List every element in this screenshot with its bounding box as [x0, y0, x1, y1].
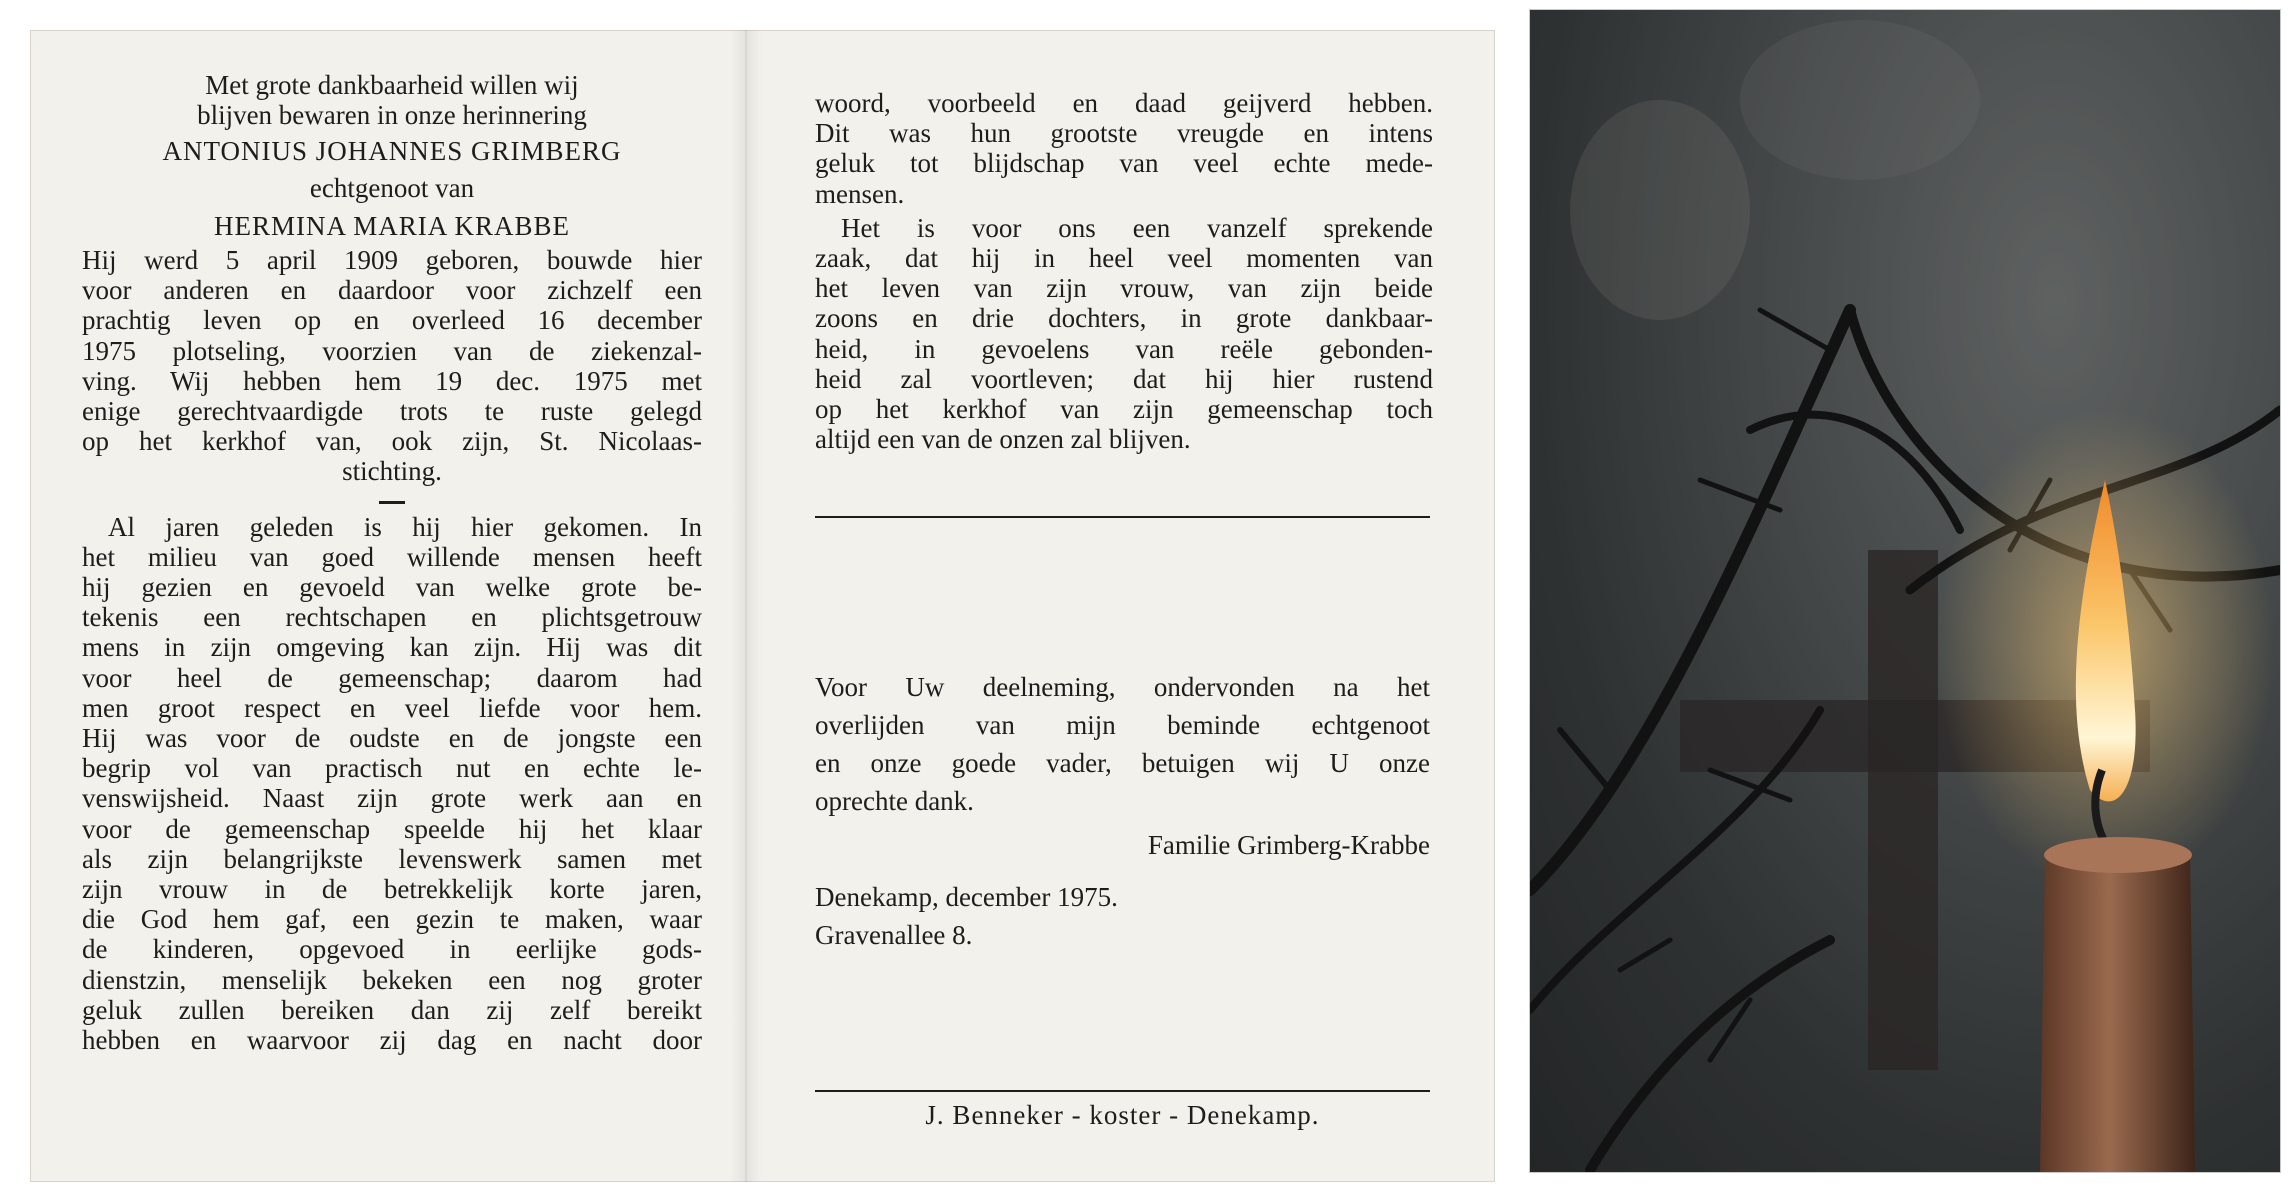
deceased-name: ANTONIUS JOHANNES GRIMBERG [162, 136, 622, 167]
left-page [82, 70, 702, 1055]
candle-scene [1530, 10, 2280, 1172]
closing-line: Het is voor ons een vanzelf sprekende [841, 212, 1433, 243]
right-page [815, 88, 1433, 454]
story-line: venswijsheid. Naast zijn grote werk aan en [82, 783, 702, 814]
story-line: het milieu van goed willende mensen heeft [82, 541, 702, 572]
candle-icon [2040, 839, 2195, 1172]
divider-line [815, 1090, 1430, 1092]
closing-line: heid zal voortleven; dat hij hier rustend [815, 363, 1433, 394]
printer-credit: J. Benneker - koster - Denekamp. [925, 1100, 1320, 1130]
address: Gravenallee 8. [815, 920, 973, 950]
closing-text [815, 213, 1433, 455]
life-story [82, 512, 702, 1056]
bio-line: Hij werd 5 april 1909 geboren, bouwde hier [82, 245, 702, 276]
continued-line: woord, voorbeeld en daad geijverd hebben. [815, 88, 1433, 118]
ack-line: oprechte dank. [815, 786, 974, 816]
intro-line: Met grote dankbaarheid willen wij [205, 70, 579, 100]
story-line: Al jaren geleden is hij hier gekomen. In [108, 511, 702, 542]
ack-line: overlijden van mijn beminde echtgenoot [815, 710, 1430, 740]
continued-text [815, 88, 1433, 209]
ack-line: Voor Uw deelneming, ondervonden na het [815, 672, 1430, 702]
divider-line [815, 516, 1430, 518]
bio-line: ving. Wij hebben hem 19 dec. 1975 met [82, 365, 702, 396]
bio-line: voor anderen en daardoor voor zichzelf een [82, 275, 702, 306]
story-line: men groot respect en veel liefde voor hem. [82, 692, 702, 723]
biography [82, 245, 702, 487]
bio-line: op het kerkhof van, ook zijn, St. Nicolaas- [82, 426, 702, 457]
closing-line: op het kerkhof van zijn gemeenschap toch [815, 394, 1433, 425]
intro-text [82, 70, 702, 130]
card-fold [730, 30, 762, 1182]
bio-line: prachtig leven op en overleed 16 december [82, 305, 702, 336]
story-line: die God hem gaf, een gezin te maken, waar [82, 904, 702, 935]
cross-icon [1868, 550, 1938, 1070]
story-line: voor de gemeenschap speelde hij het klaar [82, 813, 702, 844]
closing-line: zaak, dat hij in heel veel momenten van [815, 243, 1433, 274]
closing-line: heid, in gevoelens van reële gebonden- [815, 333, 1433, 364]
story-line: geluk zullen bereiken dan zij zelf bereikt [82, 994, 702, 1025]
story-line: mens in zijn omgeving kan zijn. Hij was dit [82, 632, 702, 663]
continued-line: mensen. [815, 178, 905, 209]
story-line: zijn vrouw in de betrekkelijk korte jaren, [82, 874, 702, 905]
acknowledgement [815, 668, 1430, 954]
spouse-name: HERMINA MARIA KRABBE [213, 210, 571, 241]
story-line: tekenis een rechtschapen en plichtsgetrouw [82, 602, 702, 633]
closing-line: zoons en drie dochters, in grote dankbaar- [815, 303, 1433, 334]
closing-line: altijd een van de onzen zal blijven. [815, 424, 1191, 455]
bio-line: 1975 plotseling, voorzien van de ziekenzal- [82, 335, 702, 366]
section-divider [379, 501, 405, 504]
family-signature: Familie Grimberg-Krabbe [1147, 830, 1430, 860]
spouse-label: echtgenoot van [309, 172, 475, 203]
ack-line: en onze goede vader, betuigen wij U onze [815, 748, 1430, 778]
story-line: voor heel de gemeenschap; daarom had [82, 662, 702, 693]
continued-line: geluk tot blijdschap van veel echte mede- [815, 148, 1433, 179]
story-line: begrip vol van practisch nut en echte le- [82, 753, 702, 784]
bio-line: stichting. [342, 456, 442, 487]
story-line: als zijn belangrijkste levenswerk samen met [82, 843, 702, 874]
closing-line: het leven van zijn vrouw, van zijn beide [815, 273, 1433, 304]
story-line: hij gezien en gevoeld van welke grote be- [82, 572, 702, 603]
place-date: Denekamp, december 1975. [815, 882, 1118, 912]
intro-line: blijven bewaren in onze herinnering [197, 100, 587, 131]
continued-line: Dit was hun grootste vreugde en intens [815, 118, 1433, 149]
story-line: Hij was voor de oudste en de jongste een [82, 723, 702, 754]
story-line: de kinderen, opgevoed in eerlijke gods- [82, 934, 702, 965]
candle-photo [1530, 10, 2280, 1172]
story-line: dienstzin, menselijk bekeken een nog groter [82, 964, 702, 995]
story-line: hebben en waarvoor zij dag en nacht door [82, 1025, 702, 1056]
bio-line: enige gerechtvaardigde trots te ruste gelegd [82, 396, 702, 427]
